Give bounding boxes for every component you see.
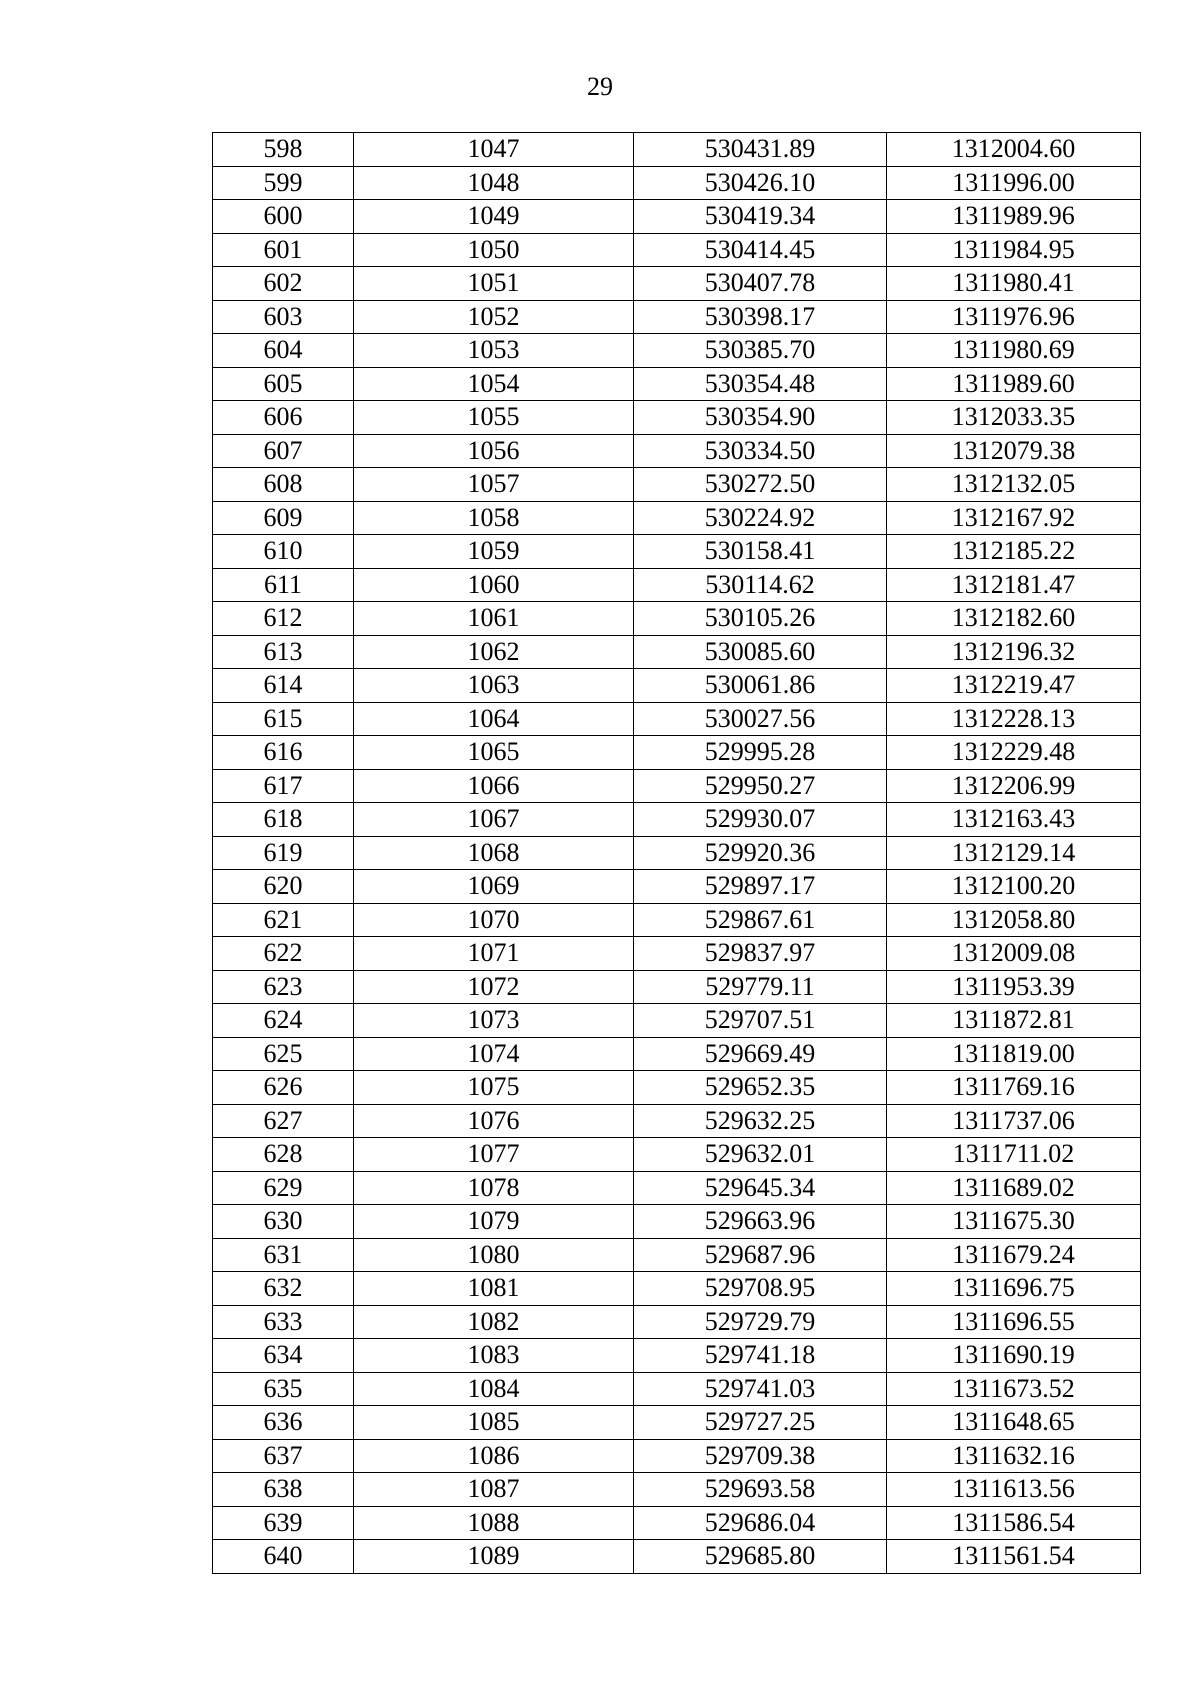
point-id-cell: 1076 xyxy=(354,1104,634,1138)
point-id-cell: 1063 xyxy=(354,669,634,703)
y-coordinate-cell: 1312196.32 xyxy=(887,635,1141,669)
point-id-cell: 1051 xyxy=(354,267,634,301)
x-coordinate-cell: 529632.01 xyxy=(634,1138,887,1172)
point-id-cell: 1084 xyxy=(354,1372,634,1406)
y-coordinate-cell: 1311696.55 xyxy=(887,1305,1141,1339)
x-coordinate-cell: 530105.26 xyxy=(634,602,887,636)
x-coordinate-cell: 530158.41 xyxy=(634,535,887,569)
row-number-cell: 637 xyxy=(213,1439,354,1473)
row-number-cell: 634 xyxy=(213,1339,354,1373)
row-number-cell: 618 xyxy=(213,803,354,837)
table-row xyxy=(213,903,1141,937)
point-id-cell: 1086 xyxy=(354,1439,634,1473)
y-coordinate-cell: 1311673.52 xyxy=(887,1372,1141,1406)
x-coordinate-cell: 530414.45 xyxy=(634,233,887,267)
table-row xyxy=(213,1406,1141,1440)
y-coordinate-cell: 1312100.20 xyxy=(887,870,1141,904)
row-number-cell: 605 xyxy=(213,367,354,401)
table-row xyxy=(213,1171,1141,1205)
y-coordinate-cell: 1311711.02 xyxy=(887,1138,1141,1172)
point-id-cell: 1054 xyxy=(354,367,634,401)
row-number-cell: 640 xyxy=(213,1540,354,1574)
x-coordinate-cell: 529867.61 xyxy=(634,903,887,937)
y-coordinate-cell: 1312219.47 xyxy=(887,669,1141,703)
point-id-cell: 1085 xyxy=(354,1406,634,1440)
x-coordinate-cell: 529632.25 xyxy=(634,1104,887,1138)
table-row xyxy=(213,200,1141,234)
x-coordinate-cell: 529645.34 xyxy=(634,1171,887,1205)
table-row xyxy=(213,803,1141,837)
table-row xyxy=(213,1439,1141,1473)
x-coordinate-cell: 530114.62 xyxy=(634,568,887,602)
x-coordinate-cell: 529741.03 xyxy=(634,1372,887,1406)
point-id-cell: 1065 xyxy=(354,736,634,770)
table-row xyxy=(213,133,1141,167)
row-number-cell: 613 xyxy=(213,635,354,669)
x-coordinate-cell: 529663.96 xyxy=(634,1205,887,1239)
row-number-cell: 612 xyxy=(213,602,354,636)
row-number-cell: 620 xyxy=(213,870,354,904)
y-coordinate-cell: 1312033.35 xyxy=(887,401,1141,435)
y-coordinate-cell: 1312185.22 xyxy=(887,535,1141,569)
table-row xyxy=(213,267,1141,301)
x-coordinate-cell: 529687.96 xyxy=(634,1238,887,1272)
x-coordinate-cell: 530354.48 xyxy=(634,367,887,401)
y-coordinate-cell: 1311996.00 xyxy=(887,166,1141,200)
point-id-cell: 1071 xyxy=(354,937,634,971)
point-id-cell: 1064 xyxy=(354,702,634,736)
y-coordinate-cell: 1311953.39 xyxy=(887,970,1141,1004)
table-row xyxy=(213,635,1141,669)
point-id-cell: 1081 xyxy=(354,1272,634,1306)
table-row xyxy=(213,702,1141,736)
y-coordinate-cell: 1311980.41 xyxy=(887,267,1141,301)
table-row xyxy=(213,1305,1141,1339)
x-coordinate-cell: 529693.58 xyxy=(634,1473,887,1507)
x-coordinate-cell: 530272.50 xyxy=(634,468,887,502)
table-row xyxy=(213,1138,1141,1172)
x-coordinate-cell: 530426.10 xyxy=(634,166,887,200)
y-coordinate-cell: 1312004.60 xyxy=(887,133,1141,167)
y-coordinate-cell: 1311819.00 xyxy=(887,1037,1141,1071)
x-coordinate-cell: 530085.60 xyxy=(634,635,887,669)
point-id-cell: 1060 xyxy=(354,568,634,602)
row-number-cell: 601 xyxy=(213,233,354,267)
row-number-cell: 619 xyxy=(213,836,354,870)
table-row xyxy=(213,568,1141,602)
y-coordinate-cell: 1311613.56 xyxy=(887,1473,1141,1507)
x-coordinate-cell: 529707.51 xyxy=(634,1004,887,1038)
y-coordinate-cell: 1312229.48 xyxy=(887,736,1141,770)
table-row xyxy=(213,1004,1141,1038)
table-row xyxy=(213,1104,1141,1138)
row-number-cell: 614 xyxy=(213,669,354,703)
row-number-cell: 607 xyxy=(213,434,354,468)
table-row xyxy=(213,501,1141,535)
x-coordinate-cell: 530334.50 xyxy=(634,434,887,468)
table-row xyxy=(213,367,1141,401)
x-coordinate-cell: 529741.18 xyxy=(634,1339,887,1373)
row-number-cell: 624 xyxy=(213,1004,354,1038)
x-coordinate-cell: 530407.78 xyxy=(634,267,887,301)
table-row xyxy=(213,434,1141,468)
x-coordinate-cell: 530061.86 xyxy=(634,669,887,703)
y-coordinate-cell: 1311690.19 xyxy=(887,1339,1141,1373)
point-id-cell: 1067 xyxy=(354,803,634,837)
x-coordinate-cell: 529950.27 xyxy=(634,769,887,803)
x-coordinate-cell: 530354.90 xyxy=(634,401,887,435)
y-coordinate-cell: 1311632.16 xyxy=(887,1439,1141,1473)
point-id-cell: 1083 xyxy=(354,1339,634,1373)
table-body xyxy=(213,133,1141,1574)
point-id-cell: 1059 xyxy=(354,535,634,569)
row-number-cell: 627 xyxy=(213,1104,354,1138)
x-coordinate-cell: 530398.17 xyxy=(634,300,887,334)
table-row xyxy=(213,401,1141,435)
table-row xyxy=(213,937,1141,971)
y-coordinate-cell: 1311689.02 xyxy=(887,1171,1141,1205)
table-row xyxy=(213,166,1141,200)
row-number-cell: 621 xyxy=(213,903,354,937)
x-coordinate-cell: 530224.92 xyxy=(634,501,887,535)
table-row xyxy=(213,1238,1141,1272)
table-row xyxy=(213,334,1141,368)
point-id-cell: 1061 xyxy=(354,602,634,636)
row-number-cell: 610 xyxy=(213,535,354,569)
row-number-cell: 626 xyxy=(213,1071,354,1105)
table-row xyxy=(213,1506,1141,1540)
row-number-cell: 623 xyxy=(213,970,354,1004)
coordinates-table xyxy=(212,132,1141,1574)
point-id-cell: 1057 xyxy=(354,468,634,502)
row-number-cell: 630 xyxy=(213,1205,354,1239)
x-coordinate-cell: 529686.04 xyxy=(634,1506,887,1540)
point-id-cell: 1070 xyxy=(354,903,634,937)
table-row xyxy=(213,1205,1141,1239)
y-coordinate-cell: 1312181.47 xyxy=(887,568,1141,602)
point-id-cell: 1066 xyxy=(354,769,634,803)
point-id-cell: 1080 xyxy=(354,1238,634,1272)
x-coordinate-cell: 529708.95 xyxy=(634,1272,887,1306)
x-coordinate-cell: 530385.70 xyxy=(634,334,887,368)
table-row xyxy=(213,233,1141,267)
x-coordinate-cell: 529837.97 xyxy=(634,937,887,971)
row-number-cell: 639 xyxy=(213,1506,354,1540)
row-number-cell: 606 xyxy=(213,401,354,435)
row-number-cell: 615 xyxy=(213,702,354,736)
x-coordinate-cell: 529669.49 xyxy=(634,1037,887,1071)
point-id-cell: 1068 xyxy=(354,836,634,870)
y-coordinate-cell: 1312228.13 xyxy=(887,702,1141,736)
point-id-cell: 1079 xyxy=(354,1205,634,1239)
x-coordinate-cell: 529930.07 xyxy=(634,803,887,837)
row-number-cell: 632 xyxy=(213,1272,354,1306)
table-row xyxy=(213,870,1141,904)
y-coordinate-cell: 1311976.96 xyxy=(887,300,1141,334)
y-coordinate-cell: 1312058.80 xyxy=(887,903,1141,937)
row-number-cell: 616 xyxy=(213,736,354,770)
table-row xyxy=(213,1071,1141,1105)
row-number-cell: 604 xyxy=(213,334,354,368)
x-coordinate-cell: 529897.17 xyxy=(634,870,887,904)
y-coordinate-cell: 1312182.60 xyxy=(887,602,1141,636)
y-coordinate-cell: 1311561.54 xyxy=(887,1540,1141,1574)
table-row xyxy=(213,836,1141,870)
point-id-cell: 1082 xyxy=(354,1305,634,1339)
row-number-cell: 638 xyxy=(213,1473,354,1507)
table-row xyxy=(213,1339,1141,1373)
x-coordinate-cell: 529709.38 xyxy=(634,1439,887,1473)
point-id-cell: 1049 xyxy=(354,200,634,234)
y-coordinate-cell: 1311648.65 xyxy=(887,1406,1141,1440)
point-id-cell: 1073 xyxy=(354,1004,634,1038)
table-row xyxy=(213,769,1141,803)
x-coordinate-cell: 529652.35 xyxy=(634,1071,887,1105)
table-row xyxy=(213,1473,1141,1507)
point-id-cell: 1074 xyxy=(354,1037,634,1071)
point-id-cell: 1087 xyxy=(354,1473,634,1507)
x-coordinate-cell: 529727.25 xyxy=(634,1406,887,1440)
point-id-cell: 1047 xyxy=(354,133,634,167)
table-row xyxy=(213,300,1141,334)
table-row xyxy=(213,970,1141,1004)
y-coordinate-cell: 1311989.60 xyxy=(887,367,1141,401)
y-coordinate-cell: 1312129.14 xyxy=(887,836,1141,870)
table-row xyxy=(213,535,1141,569)
row-number-cell: 598 xyxy=(213,133,354,167)
y-coordinate-cell: 1312167.92 xyxy=(887,501,1141,535)
x-coordinate-cell: 529729.79 xyxy=(634,1305,887,1339)
y-coordinate-cell: 1311675.30 xyxy=(887,1205,1141,1239)
point-id-cell: 1077 xyxy=(354,1138,634,1172)
y-coordinate-cell: 1311586.54 xyxy=(887,1506,1141,1540)
point-id-cell: 1088 xyxy=(354,1506,634,1540)
point-id-cell: 1072 xyxy=(354,970,634,1004)
point-id-cell: 1053 xyxy=(354,334,634,368)
row-number-cell: 622 xyxy=(213,937,354,971)
point-id-cell: 1050 xyxy=(354,233,634,267)
x-coordinate-cell: 529920.36 xyxy=(634,836,887,870)
row-number-cell: 603 xyxy=(213,300,354,334)
table-row xyxy=(213,669,1141,703)
point-id-cell: 1075 xyxy=(354,1071,634,1105)
point-id-cell: 1048 xyxy=(354,166,634,200)
x-coordinate-cell: 529779.11 xyxy=(634,970,887,1004)
table-row xyxy=(213,1272,1141,1306)
table-row xyxy=(213,1037,1141,1071)
row-number-cell: 635 xyxy=(213,1372,354,1406)
x-coordinate-cell: 529995.28 xyxy=(634,736,887,770)
y-coordinate-cell: 1311980.69 xyxy=(887,334,1141,368)
x-coordinate-cell: 530027.56 xyxy=(634,702,887,736)
y-coordinate-cell: 1311737.06 xyxy=(887,1104,1141,1138)
row-number-cell: 611 xyxy=(213,568,354,602)
row-number-cell: 599 xyxy=(213,166,354,200)
y-coordinate-cell: 1311984.95 xyxy=(887,233,1141,267)
table-row xyxy=(213,736,1141,770)
x-coordinate-cell: 530431.89 xyxy=(634,133,887,167)
row-number-cell: 600 xyxy=(213,200,354,234)
table-row xyxy=(213,468,1141,502)
row-number-cell: 636 xyxy=(213,1406,354,1440)
point-id-cell: 1055 xyxy=(354,401,634,435)
point-id-cell: 1062 xyxy=(354,635,634,669)
y-coordinate-cell: 1311679.24 xyxy=(887,1238,1141,1272)
table-row xyxy=(213,602,1141,636)
point-id-cell: 1069 xyxy=(354,870,634,904)
row-number-cell: 625 xyxy=(213,1037,354,1071)
point-id-cell: 1056 xyxy=(354,434,634,468)
x-coordinate-cell: 529685.80 xyxy=(634,1540,887,1574)
y-coordinate-cell: 1312009.08 xyxy=(887,937,1141,971)
y-coordinate-cell: 1311872.81 xyxy=(887,1004,1141,1038)
table-row xyxy=(213,1540,1141,1574)
point-id-cell: 1089 xyxy=(354,1540,634,1574)
row-number-cell: 608 xyxy=(213,468,354,502)
point-id-cell: 1058 xyxy=(354,501,634,535)
y-coordinate-cell: 1311989.96 xyxy=(887,200,1141,234)
row-number-cell: 602 xyxy=(213,267,354,301)
x-coordinate-cell: 530419.34 xyxy=(634,200,887,234)
row-number-cell: 617 xyxy=(213,769,354,803)
y-coordinate-cell: 1311696.75 xyxy=(887,1272,1141,1306)
y-coordinate-cell: 1312079.38 xyxy=(887,434,1141,468)
row-number-cell: 609 xyxy=(213,501,354,535)
y-coordinate-cell: 1312206.99 xyxy=(887,769,1141,803)
row-number-cell: 631 xyxy=(213,1238,354,1272)
row-number-cell: 629 xyxy=(213,1171,354,1205)
page-number: 29 xyxy=(587,72,613,101)
y-coordinate-cell: 1312132.05 xyxy=(887,468,1141,502)
row-number-cell: 633 xyxy=(213,1305,354,1339)
y-coordinate-cell: 1312163.43 xyxy=(887,803,1141,837)
y-coordinate-cell: 1311769.16 xyxy=(887,1071,1141,1105)
table-row xyxy=(213,1372,1141,1406)
point-id-cell: 1052 xyxy=(354,300,634,334)
point-id-cell: 1078 xyxy=(354,1171,634,1205)
row-number-cell: 628 xyxy=(213,1138,354,1172)
